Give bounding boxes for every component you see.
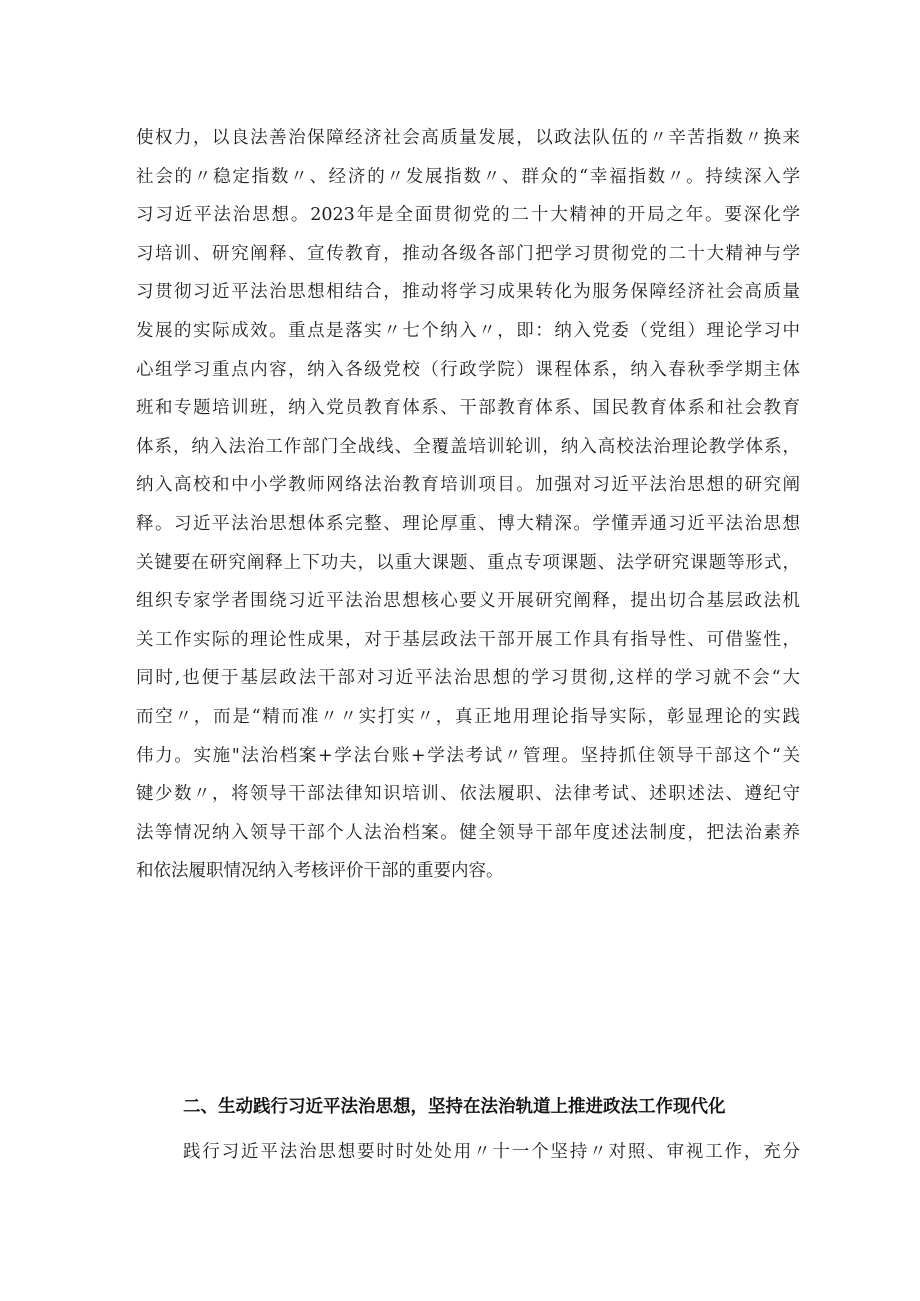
paragraph-line: 键少数〃，将领导干部法律知识培训、依法履职、法律考试、述职述法、遵纪守 bbox=[136, 784, 800, 805]
paragraph-line: 习习近平法治思想。2023年是全面贯彻党的二十大精神的开局之年。要深化学 bbox=[136, 205, 800, 226]
paragraph-line: 社会的〃稳定指数〃、经济的〃发展指数〃、群众的“幸福指数〃。持续深入学 bbox=[136, 166, 800, 187]
paragraph-line: 关工作实际的理论性成果，对于基层政法干部开展工作具有指导性、可借鉴性， bbox=[136, 629, 800, 650]
paragraph-line: 发展的实际成效。重点是落实〃七个纳入〃，即：纳入党委（党组）理论学习中 bbox=[136, 320, 800, 341]
section-heading: 二、生动践行习近平法治思想，坚持在法治轨道上推进政法工作现代化 bbox=[183, 1097, 726, 1117]
paragraph-line: 伟力。实施"法治档案+学法台账+学法考试〃管理。坚持抓住领导干部这个“关 bbox=[136, 745, 800, 766]
paragraph-line: 使权力，以良法善治保障经济社会高质量发展，以政法队伍的〃辛苦指数〃换来 bbox=[136, 128, 800, 148]
paragraph-line: 同时,也便于基层政法干部对习近平法治思想的学习贯彻,这样的学习就不会“大 bbox=[136, 668, 800, 689]
paragraph-line: 法等情况纳入领导干部个人法治档案。健全领导干部年度述法制度，把法治素养 bbox=[136, 822, 800, 843]
paragraph-line: 习培训、研究阐释、宣传教育，推动各级各部门把学习贯彻党的二十大精神与学 bbox=[136, 243, 800, 264]
paragraph-line: 体系，纳入法治工作部门全战线、全覆盖培训轮训，纳入高校法治理论教学体系， bbox=[136, 436, 800, 457]
paragraph-line: 习贯彻习近平法治思想相结合，推动将学习成果转化为服务保障经济社会高质量 bbox=[136, 282, 800, 303]
paragraph-line: 纳入高校和中小学教师网络法治教育培训项目。加强对习近平法治思想的研究阐 bbox=[136, 475, 800, 496]
next-paragraph-first-line: 践行习近平法治思想要时时处处用〃十一个坚持〃对照、审视工作，充分 bbox=[183, 1142, 800, 1162]
paragraph-line: 和依法履职情况纳入考核评价干部的重要内容。 bbox=[136, 861, 504, 882]
paragraph-line: 关键要在研究阐释上下功夫，以重大课题、重点专项课题、法学研究课题等形式， bbox=[136, 552, 800, 573]
paragraph-line: 心组学习重点内容，纳入各级党校（行政学院）课程体系，纳入春秋季学期主体 bbox=[136, 359, 800, 380]
paragraph-line: 班和专题培训班，纳入党员教育体系、干部教育体系、国民教育体系和社会教育 bbox=[136, 398, 800, 419]
paragraph-line: 释。习近平法治思想体系完整、理论厚重、博大精深。学懂弄通习近平法治思想 bbox=[136, 513, 800, 534]
body-paragraph bbox=[136, 119, 800, 891]
paragraph-line: 组织专家学者围绕习近平法治思想核心要义开展研究阐释，提出切合基层政法机 bbox=[136, 591, 800, 612]
paragraph-line: 而空〃，而是“精而准〃〃实打实〃，真正地用理论指导实际，彰显理论的实践 bbox=[136, 706, 800, 727]
